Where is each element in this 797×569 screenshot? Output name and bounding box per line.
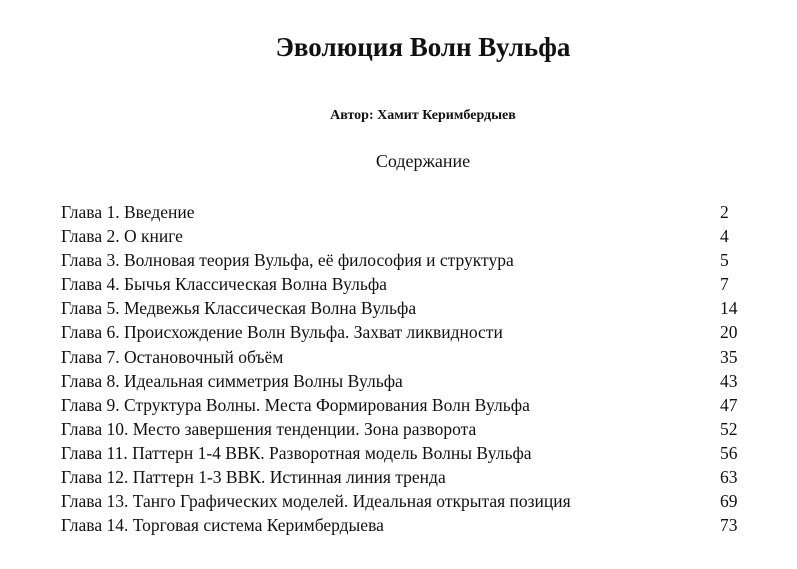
toc-entry-title: Глава 11. Паттерн 1-4 ВВК. Разворотная модель Волны Вульфа	[61, 442, 532, 463]
toc-entry-page: 35	[720, 346, 738, 367]
toc-entry-page: 5	[720, 250, 729, 271]
toc-entry	[61, 513, 761, 537]
toc-entry-page: 52	[720, 418, 738, 439]
toc-entry-page: 4	[720, 226, 729, 247]
toc-entry-title: Глава 10. Место завершения тенденции. Зона разворота	[61, 418, 477, 439]
toc-heading: Содержание	[375, 151, 471, 171]
toc-entry	[61, 224, 761, 248]
toc-entry-title: Глава 13. Танго Графических моделей. Идеальная открытая позиция	[61, 491, 571, 512]
toc-entry-page: 47	[720, 394, 738, 415]
toc-entry	[61, 200, 761, 224]
toc-entry-title: Глава 8. Идеальная симметрия Волны Вульфа	[61, 370, 403, 391]
document-title: Эволюция Волн Вульфа	[275, 32, 571, 62]
toc-entry-title: Глава 14. Торговая система Керимбердыева	[61, 515, 384, 536]
toc-entry-title: Глава 6. Происхождение Волн Вульфа. Захват ликвидности	[61, 322, 503, 343]
author-line: Автор: Хамит Керимбердыев	[330, 108, 516, 123]
toc-entry-page: 20	[720, 322, 738, 343]
toc-entry-page: 63	[720, 467, 738, 488]
toc-entry-title: Глава 2. О книге	[61, 226, 183, 247]
table-of-contents	[61, 200, 761, 537]
toc-entry	[61, 248, 761, 272]
toc-entry-page: 69	[720, 491, 738, 512]
toc-entry-title: Глава 4. Бычья Классическая Волна Вульфа	[61, 274, 387, 295]
toc-entry-title: Глава 1. Введение	[61, 202, 195, 222]
toc-entry	[61, 441, 761, 465]
toc-entry	[61, 417, 761, 441]
toc-entry	[61, 369, 761, 393]
toc-entry	[61, 296, 761, 320]
toc-entry-title: Глава 7. Остановочный объём	[61, 346, 284, 367]
toc-entry	[61, 393, 761, 417]
toc-entry	[61, 320, 761, 344]
toc-entry-page: 43	[720, 370, 738, 391]
toc-entry	[61, 345, 761, 369]
toc-entry-title: Глава 5. Медвежья Классическая Волна Вульфа	[61, 298, 417, 319]
toc-entry-page: 2	[720, 202, 729, 222]
toc-entry-title: Глава 9. Структура Волны. Места Формирования Волн Вульфа	[61, 394, 530, 415]
toc-entry-page: 14	[720, 298, 738, 319]
toc-entry-title: Глава 12. Паттерн 1-3 ВВК. Истинная линия тренда	[61, 467, 446, 488]
toc-entry-page: 7	[720, 274, 729, 295]
toc-entry	[61, 272, 761, 296]
toc-entry-page: 73	[720, 515, 738, 536]
toc-entry	[61, 489, 761, 513]
toc-entry-page: 56	[720, 442, 738, 463]
toc-entry	[61, 465, 761, 489]
toc-entry-title: Глава 3. Волновая теория Вульфа, её философия и структура	[61, 250, 514, 271]
